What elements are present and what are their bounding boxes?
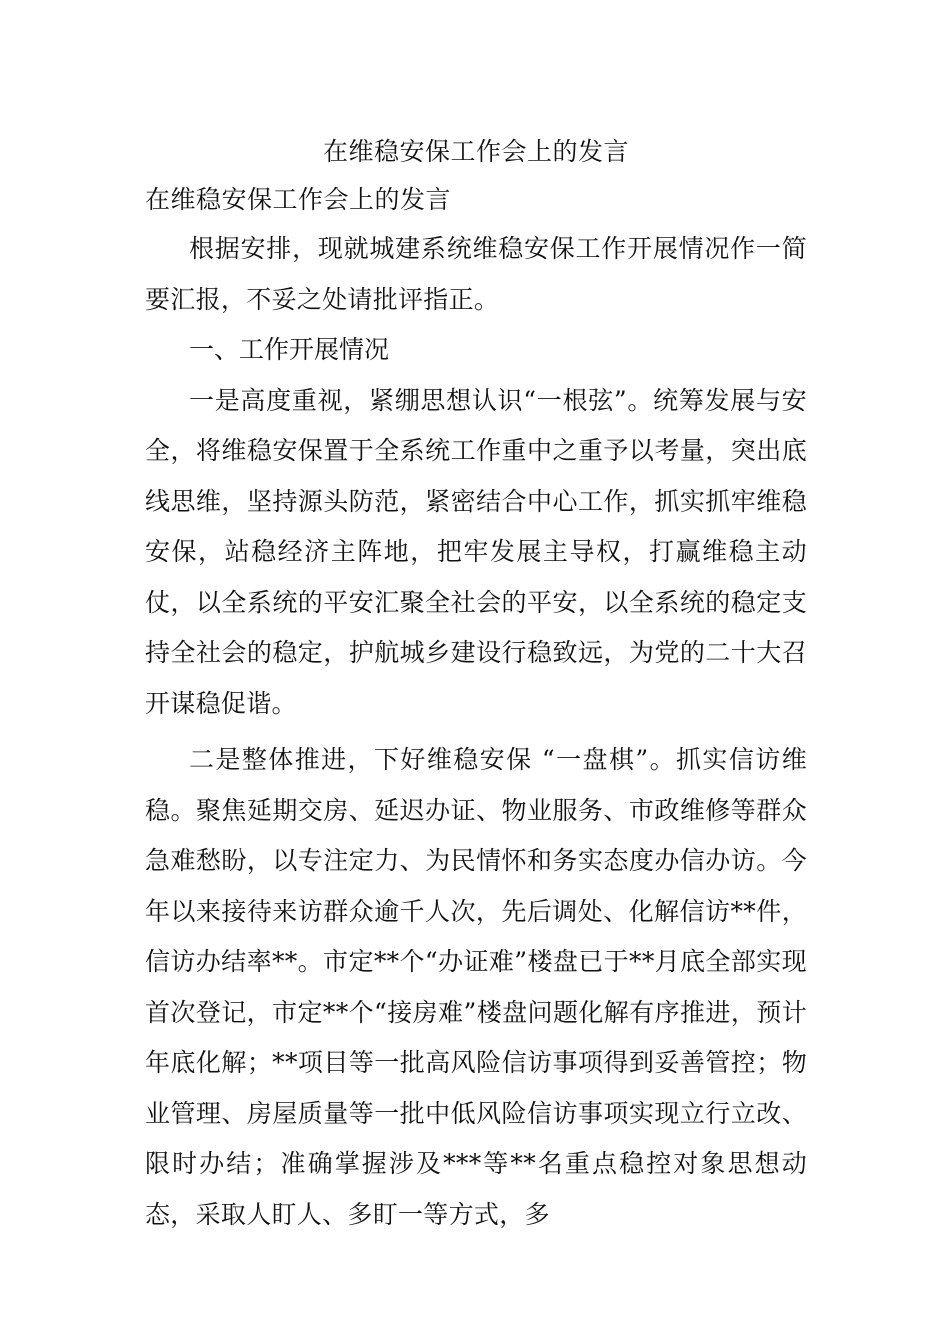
document-subtitle: 在维稳安保工作会上的发言	[145, 185, 452, 214]
section-heading: 一、工作开展情况	[189, 335, 390, 364]
body-paragraph-1: 一是高度重视，紧绷思想认识“一根弦”。统筹发展与安全，将维稳安保置于全系统工作重中之重予以考量，突出底 线思维，坚持源头防范，紧密结合中心工作，抓实抓牢维稳安保，站稳经济主阵地，把牢发展主导权，打赢维稳主动仗，以全系统的平安汇聚全社会的平安，以全系统的稳定支持全社会的稳定，护航城乡建设行稳致远，为党的二十大召开谋稳促谐。	[145, 385, 807, 718]
document-page	[145, 128, 807, 1240]
document-title: 在维稳安保工作会上的发言	[322, 137, 629, 166]
intro-paragraph: 根据安排，现就城建系统维稳安保工作开展情况作一简要汇报，不妥之处请批评指正。	[145, 234, 807, 314]
body-paragraph-2: 二是整体推进，下好维稳安保 “一盘棋”。抓实信访维稳。聚焦延期交房、延迟办证、物业服务、市政维修等群众急难愁盼，以专注定力、为民情怀和务实态度办信办访。今年以来接待来访群众逾千人次，先后调处、化解信访**件，信访办结率**。市定**个“办证难”楼盘已于**月底全部实现首次登记，市定**个“接房难”楼盘问题化解有序推进，预计年底化解；**项目等一批高风险信访事项得到妥善管控；物业管理、房屋质量等一批中低风险信访事项实现立行立改、限时办结；准确掌握涉及***等**名重点稳控对象思想动态，采取人盯人、多盯一等方式，多	[145, 745, 807, 1229]
